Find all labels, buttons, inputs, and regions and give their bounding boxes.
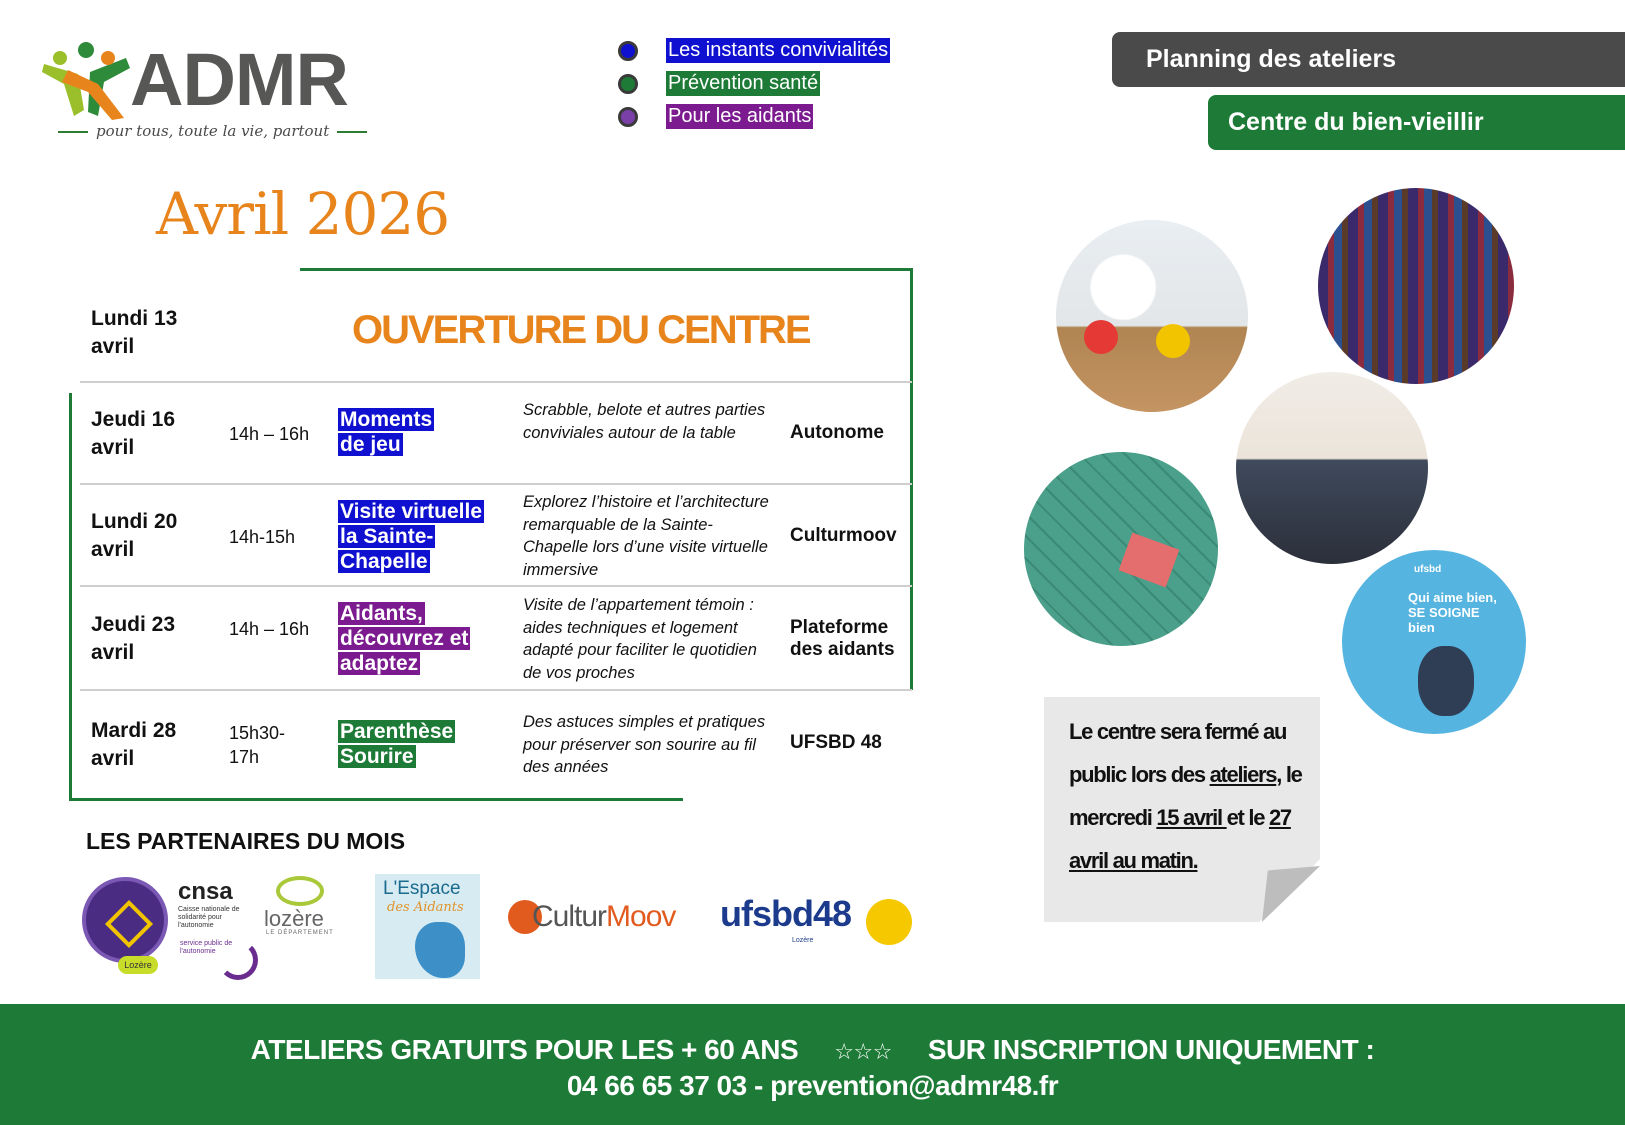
planning-title: Planning des ateliers xyxy=(1112,32,1625,87)
espace-subtitle: des Aidants xyxy=(387,900,464,915)
closure-note-text xyxy=(1069,710,1319,882)
row-partner: Autonome xyxy=(790,422,884,443)
table-frame-top xyxy=(300,268,912,271)
note-underlined-date: 15 avril xyxy=(1156,805,1227,830)
purple-dot-icon xyxy=(618,107,638,127)
row-day: Lundi 20 avril xyxy=(91,510,178,561)
row-activity xyxy=(338,719,468,769)
cnsa-wordmark: cnsa xyxy=(178,878,233,905)
culturmoov-part-b: Moov xyxy=(606,900,676,933)
legend-label: Les instants convivialités xyxy=(668,39,889,61)
admr-tagline: pour tous, toute la vie, partout xyxy=(50,122,350,140)
row-time: 14h-15h xyxy=(229,527,296,547)
photo-cards-game xyxy=(1056,220,1248,412)
lozere-departement-logo xyxy=(264,874,334,936)
row-description: Des astuces simples et pratiques pour préserver son sourire au fil des années xyxy=(523,713,766,776)
row-activity xyxy=(338,499,498,574)
row-activity xyxy=(338,601,483,676)
row-divider xyxy=(80,483,912,485)
footer-line-1 xyxy=(0,1034,1625,1066)
star-icons: ☆☆☆ xyxy=(834,1039,892,1064)
row-divider xyxy=(80,689,912,691)
photo-dentist-poster xyxy=(1342,550,1526,734)
row-day: Jeudi 16 avril xyxy=(91,408,176,459)
service-public-label: service public de l'autonomie xyxy=(180,940,233,955)
conference-financeurs-logo xyxy=(82,877,168,963)
footer-inscription-text: SUR INSCRIPTION UNIQUEMENT : xyxy=(927,1034,1375,1065)
cnsa-subtitle: Caisse nationale de solidarité pour l'autonomie xyxy=(178,906,240,929)
row-day: Lundi 13 avril xyxy=(91,307,178,358)
row-partner: UFSBD 48 xyxy=(790,732,882,753)
photo-scrabble-board xyxy=(1024,452,1218,646)
lozere-loop-icon xyxy=(276,876,324,906)
hand-icon xyxy=(415,922,465,978)
footer-contact: 04 66 65 37 03 - prevention@admr48.fr xyxy=(566,1070,1059,1101)
green-dot-icon xyxy=(618,74,638,94)
row-day: Jeudi 23 avril xyxy=(91,613,176,664)
table-frame-right xyxy=(910,268,913,690)
row-description: Visite de l’appartement témoin : aides techniques et logement adapté pour faciliter le quotidien de vos proches xyxy=(523,596,757,682)
partners-title: LES PARTENAIRES DU MOIS xyxy=(86,828,406,854)
note-underlined-date: 27 avril au matin. xyxy=(1069,805,1291,873)
ufsbd-subtitle: Lozère xyxy=(792,937,814,944)
footer-banner xyxy=(0,1004,1625,1125)
month-title: Avril 2026 xyxy=(156,180,450,248)
admr-people-icon xyxy=(38,40,134,120)
footer-free-text: ATELIERS GRATUITS POUR LES + 60 ANS xyxy=(250,1034,799,1065)
dentist-figure xyxy=(1418,646,1474,716)
lozere-wordmark: lozère xyxy=(264,906,324,931)
legend-label: Prévention santé xyxy=(668,72,819,94)
espace-aidants-logo xyxy=(375,874,480,979)
table-frame-left xyxy=(69,393,72,801)
dentist-poster-brand: ufsbd xyxy=(1414,564,1442,575)
admr-logo xyxy=(38,38,348,143)
centre-title: Centre du bien-vieillir xyxy=(1208,95,1625,150)
blue-dot-icon xyxy=(618,41,638,61)
conference-lozere-tag: Lozère xyxy=(118,956,158,974)
activity-label: Aidants, découvrez et adaptez xyxy=(340,602,469,675)
photo-sainte-chapelle xyxy=(1318,188,1514,384)
service-public-arc-icon xyxy=(218,940,258,980)
row-description: Scrabble, belote et autres parties conviviales autour de la table xyxy=(523,401,766,442)
row-time: 15h30-17h xyxy=(229,723,286,767)
culturmoov-part-a: Cultur xyxy=(532,900,607,933)
cnsa-logo xyxy=(178,878,258,955)
ufsbd-sun-icon xyxy=(866,899,912,945)
espace-wordmark: L'Espace xyxy=(383,878,461,899)
row-day: Mardi 28 avril xyxy=(91,719,177,770)
legend-label: Pour les aidants xyxy=(668,105,812,127)
note-text-part: et le xyxy=(1226,805,1269,830)
activity-label: Parenthèse Sourire xyxy=(340,720,454,768)
opening-title: OUVERTURE DU CENTRE xyxy=(352,308,810,352)
activity-label: Moments de jeu xyxy=(340,408,433,456)
photo-group-activity xyxy=(1236,372,1428,564)
ufsbd-wordmark: ufsbd48 xyxy=(720,893,852,934)
dentist-poster-text: Qui aime bien, SE SOIGNE bien xyxy=(1408,590,1497,635)
activity-label: Visite virtuelle la Sainte-Chapelle xyxy=(340,500,483,573)
row-divider xyxy=(80,585,912,587)
row-partner: Culturmoov xyxy=(790,525,897,546)
note-underlined-ateliers: ateliers xyxy=(1209,762,1277,787)
row-description: Explorez l’histoire et l’architecture remarquable de la Sainte-Chapelle lors d’une visite virtuelle immersive xyxy=(523,493,769,579)
row-partner: Plateforme des aidants xyxy=(790,617,895,660)
note-text-part: , le mercredi xyxy=(1069,762,1302,830)
admr-wordmark: ADMR xyxy=(130,38,348,121)
row-divider xyxy=(80,381,912,383)
row-activity xyxy=(338,407,448,457)
table-frame-bottom xyxy=(69,798,683,801)
row-time: 14h – 16h xyxy=(229,424,310,444)
row-time: 14h – 16h xyxy=(229,619,310,639)
lozere-subtitle: LE DÉPARTEMENT xyxy=(266,930,334,936)
culturmoov-wordmark xyxy=(532,900,675,934)
note-text-part: Le centre sera fermé au public lors des xyxy=(1069,719,1287,787)
